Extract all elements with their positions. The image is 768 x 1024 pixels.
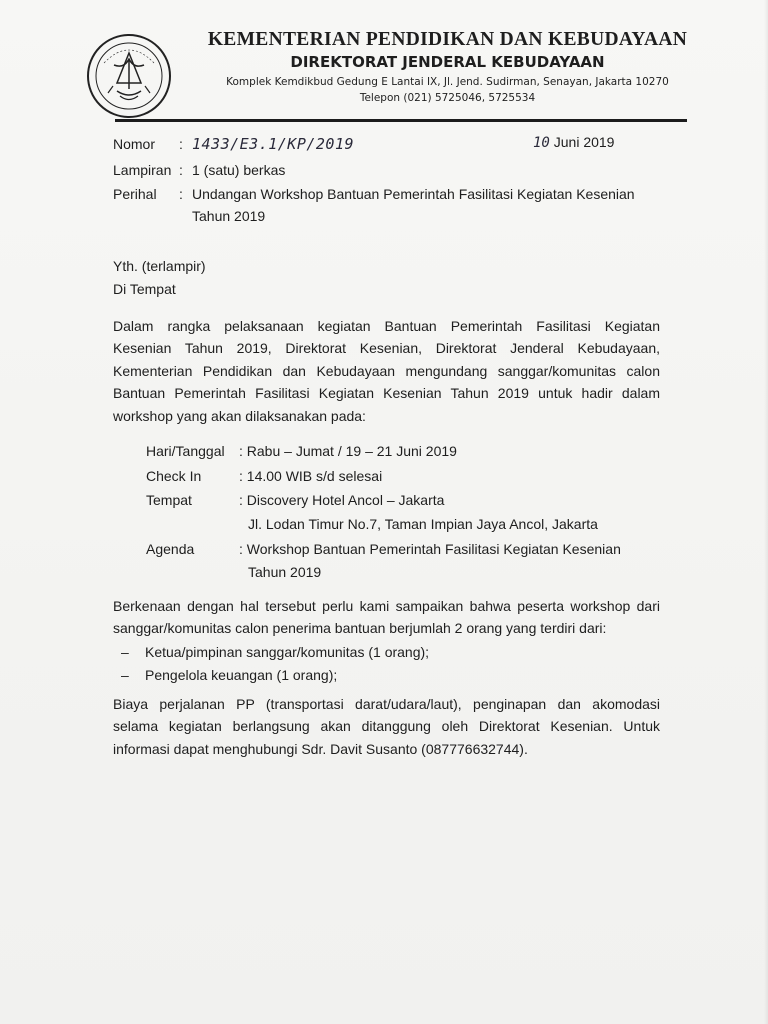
addressee-place: Di Tempat: [113, 281, 176, 297]
directorate-name: DIREKTORAT JENDERAL KEBUDAYAAN: [290, 53, 605, 71]
colon: :: [179, 136, 183, 152]
letterhead-divider: [115, 119, 687, 122]
date-day: 10: [533, 135, 550, 151]
perihal-value-cont: Tahun 2019: [192, 208, 266, 224]
detail-label: Check In: [146, 468, 202, 484]
letterhead: [200, 28, 695, 106]
colon: :: [179, 186, 183, 202]
letter-date: [533, 134, 614, 151]
nomor-label: Nomor: [113, 136, 156, 152]
office-address: Komplek Kemdikbud Gedung E Lantai IX, Jl. Jend. Sudirman, Senayan, Jakarta 10270: [226, 76, 669, 88]
detail-label: Hari/Tanggal: [146, 443, 225, 459]
bullet-dash: –: [121, 644, 129, 660]
bullet-dash: –: [121, 667, 129, 683]
tut-wuri-handayani-logo: [84, 33, 174, 119]
colon: :: [239, 541, 247, 557]
lampiran-label: Lampiran: [113, 162, 172, 178]
paragraph-intro: [113, 315, 660, 427]
lampiran-row: [113, 160, 285, 180]
colon: :: [239, 492, 247, 508]
detail-tempat: [146, 490, 444, 510]
paragraph-line: Kesenian Tahun 2019, Direktorat Kesenian, Direktorat Jenderal Kebudayaan,: [113, 340, 660, 357]
perihal-label: Perihal: [113, 186, 157, 202]
list-item: [121, 665, 337, 685]
detail-hari-tanggal: [146, 441, 457, 461]
page-edge-shadow: [764, 0, 768, 1024]
list-item-text: Pengelola keuangan (1 orang);: [145, 667, 338, 683]
paragraph-line: Bantuan Pemerintah Fasilitasi Kegiatan Kesenian Tahun 2019 untuk hadir dalam: [113, 385, 660, 402]
paragraph-line: Berkenaan dengan hal tersebut perlu kami sampaikan bahwa peserta workshop dari: [113, 598, 660, 614]
paragraph-line: selama kegiatan berlangsung akan ditanggung oleh Direktorat Kesenian. Untuk: [113, 718, 660, 735]
ministry-name: KEMENTERIAN PENDIDIKAN DAN KEBUDAYAAN: [207, 29, 688, 50]
paragraph-line: Kementerian Pendidikan dan Kebudayaan mengundang sanggar/komunitas calon: [113, 362, 660, 379]
nomor-value: 1433/E3.1/KP/2019: [192, 135, 355, 153]
lampiran-value: 1 (satu) berkas: [192, 162, 286, 178]
detail-agenda: [146, 539, 621, 559]
paragraph-participants: [113, 595, 660, 640]
detail-value: Rabu – Jumat / 19 – 21 Juni 2019: [246, 443, 457, 459]
perihal-value: Undangan Workshop Bantuan Pemerintah Fasilitasi Kegiatan Kesenian: [192, 186, 635, 202]
detail-value: Workshop Bantuan Pemerintah Fasilitasi Kegiatan Kesenian: [246, 541, 621, 557]
date-month-year: Juni 2019: [549, 134, 615, 150]
list-item: [121, 642, 429, 662]
list-item-text: Ketua/pimpinan sanggar/komunitas (1 orang);: [145, 644, 430, 660]
detail-tempat-address: Jl. Lodan Timur No.7, Taman Impian Jaya Ancol, Jakarta: [248, 516, 598, 532]
detail-value: Discovery Hotel Ancol – Jakarta: [246, 492, 445, 508]
colon: :: [239, 443, 247, 459]
colon: :: [239, 468, 247, 484]
detail-value: 14.00 WIB s/d selesai: [246, 468, 383, 484]
detail-label: Agenda: [146, 541, 195, 557]
nomor-row: [113, 134, 354, 154]
colon: :: [179, 162, 183, 178]
paragraph-line: workshop yang akan dilaksanakan pada:: [113, 407, 366, 424]
detail-agenda-cont: Tahun 2019: [248, 564, 322, 580]
addressee-line: Yth. (terlampir): [113, 258, 206, 274]
paragraph-line: sanggar/komunitas calon penerima bantuan berjumlah 2 orang yang terdiri dari:: [113, 620, 607, 637]
paragraph-line: Biaya perjalanan PP (transportasi darat/udara/laut), penginapan dan akomodasi: [113, 696, 660, 712]
paragraph-line: Dalam rangka pelaksanaan kegiatan Bantuan Pemerintah Fasilitasi Kegiatan: [113, 318, 660, 334]
perihal-row: [113, 184, 635, 204]
paragraph-costs: [113, 693, 660, 760]
detail-label: Tempat: [146, 492, 192, 508]
paragraph-line: informasi dapat menghubungi Sdr. Davit Susanto (087776632744).: [113, 740, 528, 757]
detail-check-in: [146, 466, 382, 486]
office-phone: Telepon (021) 5725046, 5725534: [359, 92, 536, 104]
